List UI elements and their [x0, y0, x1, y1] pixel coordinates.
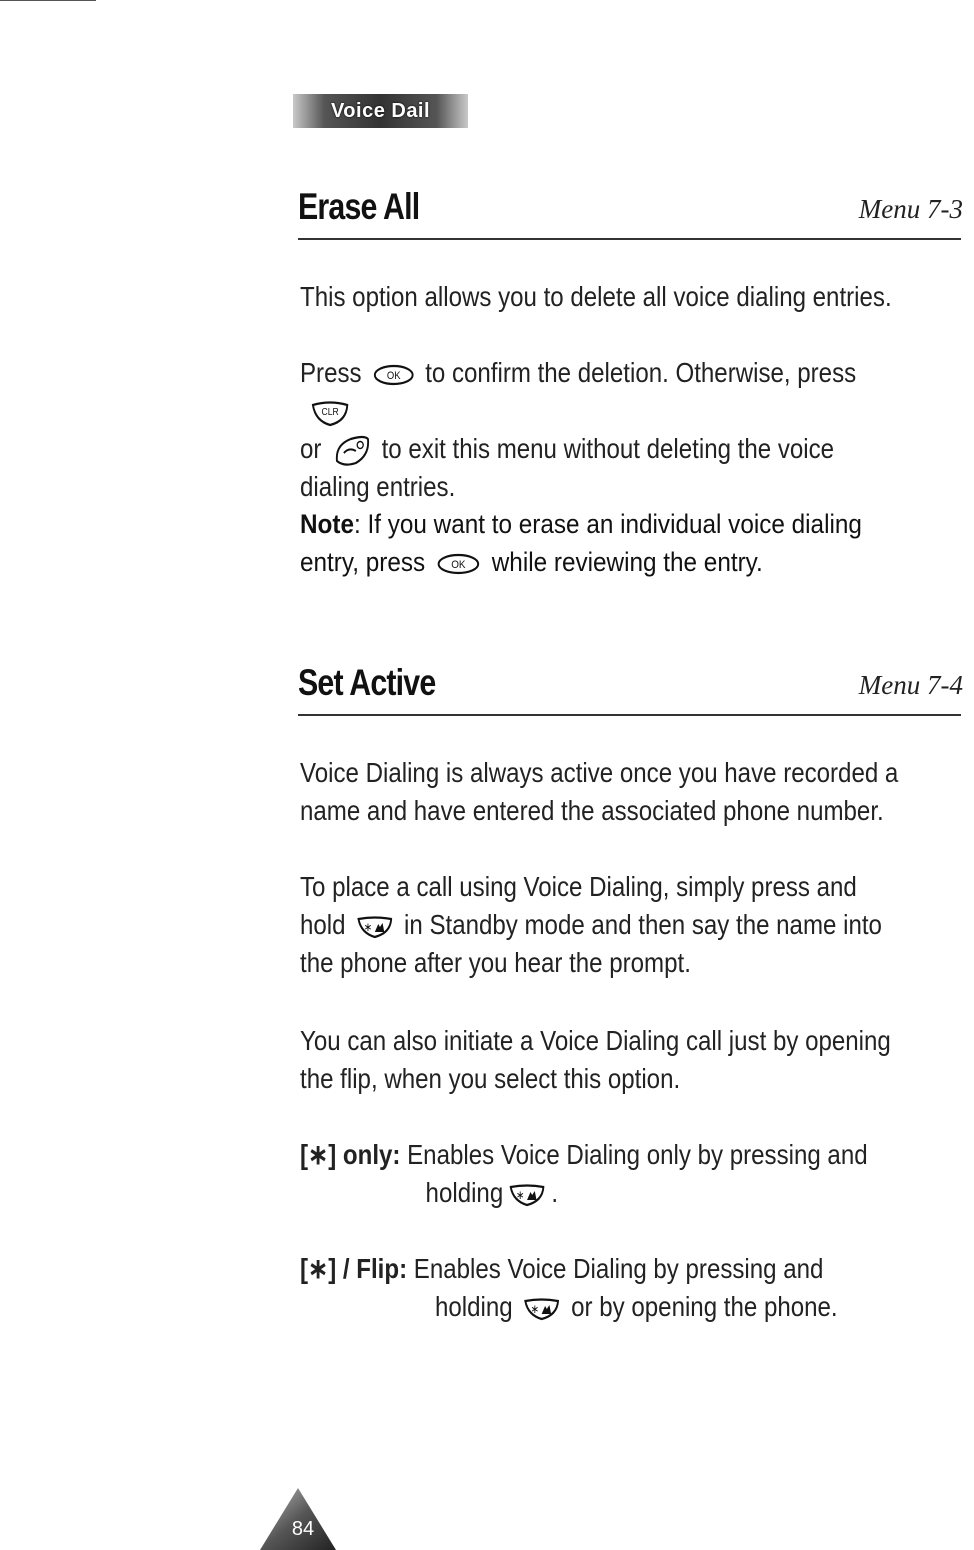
svg-text:∗: ∗ [516, 1188, 525, 1202]
text-period: . [551, 1177, 559, 1208]
erase-all-p1: This option allows you to delete all voice dialing entries. [300, 281, 892, 312]
erase-all-rule [298, 238, 961, 240]
svg-text:CLR: CLR [321, 406, 339, 417]
text-press: Press [300, 357, 362, 388]
text-hold: hold [300, 909, 346, 940]
option-star-flip-text: Enables Voice Dialing by pressing and [413, 1253, 824, 1284]
set-active-call-instructions [300, 868, 902, 982]
set-active-p2-line3: the phone after you hear the prompt. [300, 947, 691, 978]
option-star-only-label: [∗] only: [300, 1139, 401, 1170]
option-star-flip-label: [∗] / Flip: [300, 1253, 408, 1284]
erase-all-heading: Erase All [298, 186, 420, 227]
svg-text:∗: ∗ [363, 920, 373, 934]
erase-all-description [300, 278, 902, 316]
set-active-p2-line1: To place a call using Voice Dialing, simply press and [300, 871, 857, 902]
note-text-1: : If you want to erase an individual voice dialing [354, 509, 862, 539]
svg-text:OK: OK [386, 370, 401, 382]
option-star-only-text: Enables Voice Dialing only by pressing and [407, 1139, 868, 1170]
erase-all-menu-ref: Menu 7-3 [858, 194, 963, 224]
svg-text:OK: OK [451, 559, 466, 572]
text-holding: holding [435, 1291, 513, 1322]
set-active-p1-line2: name and have entered the associated phone number. [300, 795, 884, 826]
erase-all-note [300, 505, 930, 581]
text-confirm: to confirm the deletion. Otherwise, press [425, 357, 857, 388]
section-badge-label: Voice Dail [330, 99, 431, 122]
option-star-only [300, 1136, 919, 1212]
set-active-menu-ref: Menu 7-4 [858, 670, 963, 700]
voice-key-icon [356, 915, 394, 939]
option-star-flip [300, 1250, 919, 1326]
ok-key-icon [436, 552, 481, 576]
set-active-p1-line1: Voice Dialing is always active once you have recorded a [300, 757, 899, 788]
note-text-2: entry, press [300, 547, 426, 577]
note-label: Note [300, 509, 354, 539]
set-active-p3-line1: You can also initiate a Voice Dialing call just by opening [300, 1025, 891, 1056]
set-active-heading: Set Active [298, 662, 436, 703]
set-active-flip-info [300, 1022, 902, 1098]
set-active-rule [298, 714, 961, 716]
voice-key-icon [508, 1183, 546, 1207]
erase-all-instructions [300, 354, 902, 506]
set-active-p3-line2: the flip, when you select this option. [300, 1063, 681, 1094]
text-standby: in Standby mode and then say the name into [404, 909, 882, 940]
ok-key-icon [372, 363, 415, 387]
text-or-opening: or by opening the phone. [571, 1291, 838, 1322]
set-active-intro [300, 754, 902, 830]
svg-text:∗: ∗ [530, 1302, 540, 1316]
corner-rule [0, 0, 96, 1]
end-key-icon [332, 435, 372, 467]
text-dialing-entries: dialing entries. [300, 471, 456, 502]
text-holding: holding [425, 1177, 504, 1208]
voice-key-icon [523, 1297, 561, 1321]
note-text-3: while reviewing the entry. [491, 547, 763, 577]
text-or: or [300, 433, 322, 464]
clr-key-icon [310, 399, 350, 427]
text-exit: to exit this menu without deleting the voice [381, 433, 835, 464]
section-badge [293, 94, 468, 128]
page-number: 84 [291, 1518, 315, 1540]
